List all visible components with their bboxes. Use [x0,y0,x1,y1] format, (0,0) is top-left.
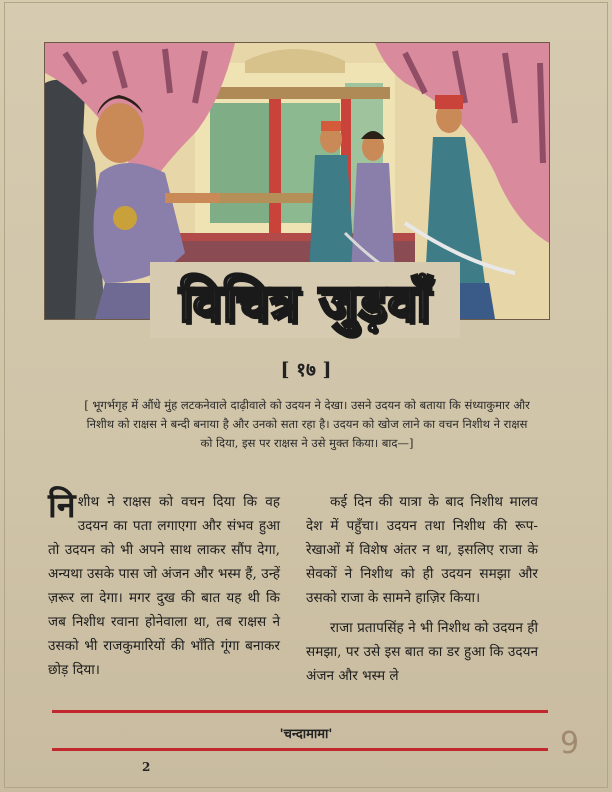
footer-rule-top [52,710,548,713]
left-paragraph-text: शीथ ने राक्षस को वचन दिया कि वह उदयन का पता लगाएगा और संभव हुआ तो उदयन को भी अपने साथ लाकर सौंप देगा, अन्यथा उसके पास जो अंजन और भस्म हैं, उन्हें ज़रूर ला देगा। मगर दुख की बात यह थी कि जब निशीथ रवाना होनेवाला था, तब राक्षस ने उसको भी राजकुमारियों की भाँति गूंगा बनाकर छोड़ दिया। [48,494,280,678]
page-number: 2 [142,760,151,774]
left-column [48,486,280,682]
footer-rule-bottom [52,748,548,751]
magazine-name: 'चन्दामामा' [279,727,333,742]
right-paragraph-1: कई दिन की यात्रा के बाद निशीथ मालव देश में पहुँचा। उदयन तथा निशीथ की रूप-रेखाओं में विशेष अंतर न था, इसलिए राजा के सेवकों ने निशीथ को ही उदयन समझा और उसको राजा के सामने हाज़िर किया। [306,494,538,606]
previous-summary: [ भूगर्भगृह में औंधे मुंह लटकनेवाले दाढ़ीवाले को उदयन ने देखा। उसने उदयन को बताया कि संध्याकुमार और निशीथ को राक्षस ने बन्दी बनाया है और उनको सता रहा है। उदयन को खोज लाने का वचन निशीथ ने राक्षस को दिया, इस पर राक्षस ने उसे मुक्त किया। बाद—] [84,398,530,450]
story-title: विचित्र जुड़वाँ [179,273,431,334]
chapter-number: [ १७ ] [280,359,332,381]
right-column [306,490,538,688]
left-paragraph [48,486,280,682]
handwritten-mark: 9 [560,726,580,761]
drop-cap: नि [48,486,76,526]
right-paragraph-2: राजा प्रतापसिंह ने भी निशीथ को उदयन ही समझा, पर उसे इस बात का डर हुआ कि उदयन अंजन और भस्म ले [306,620,538,684]
